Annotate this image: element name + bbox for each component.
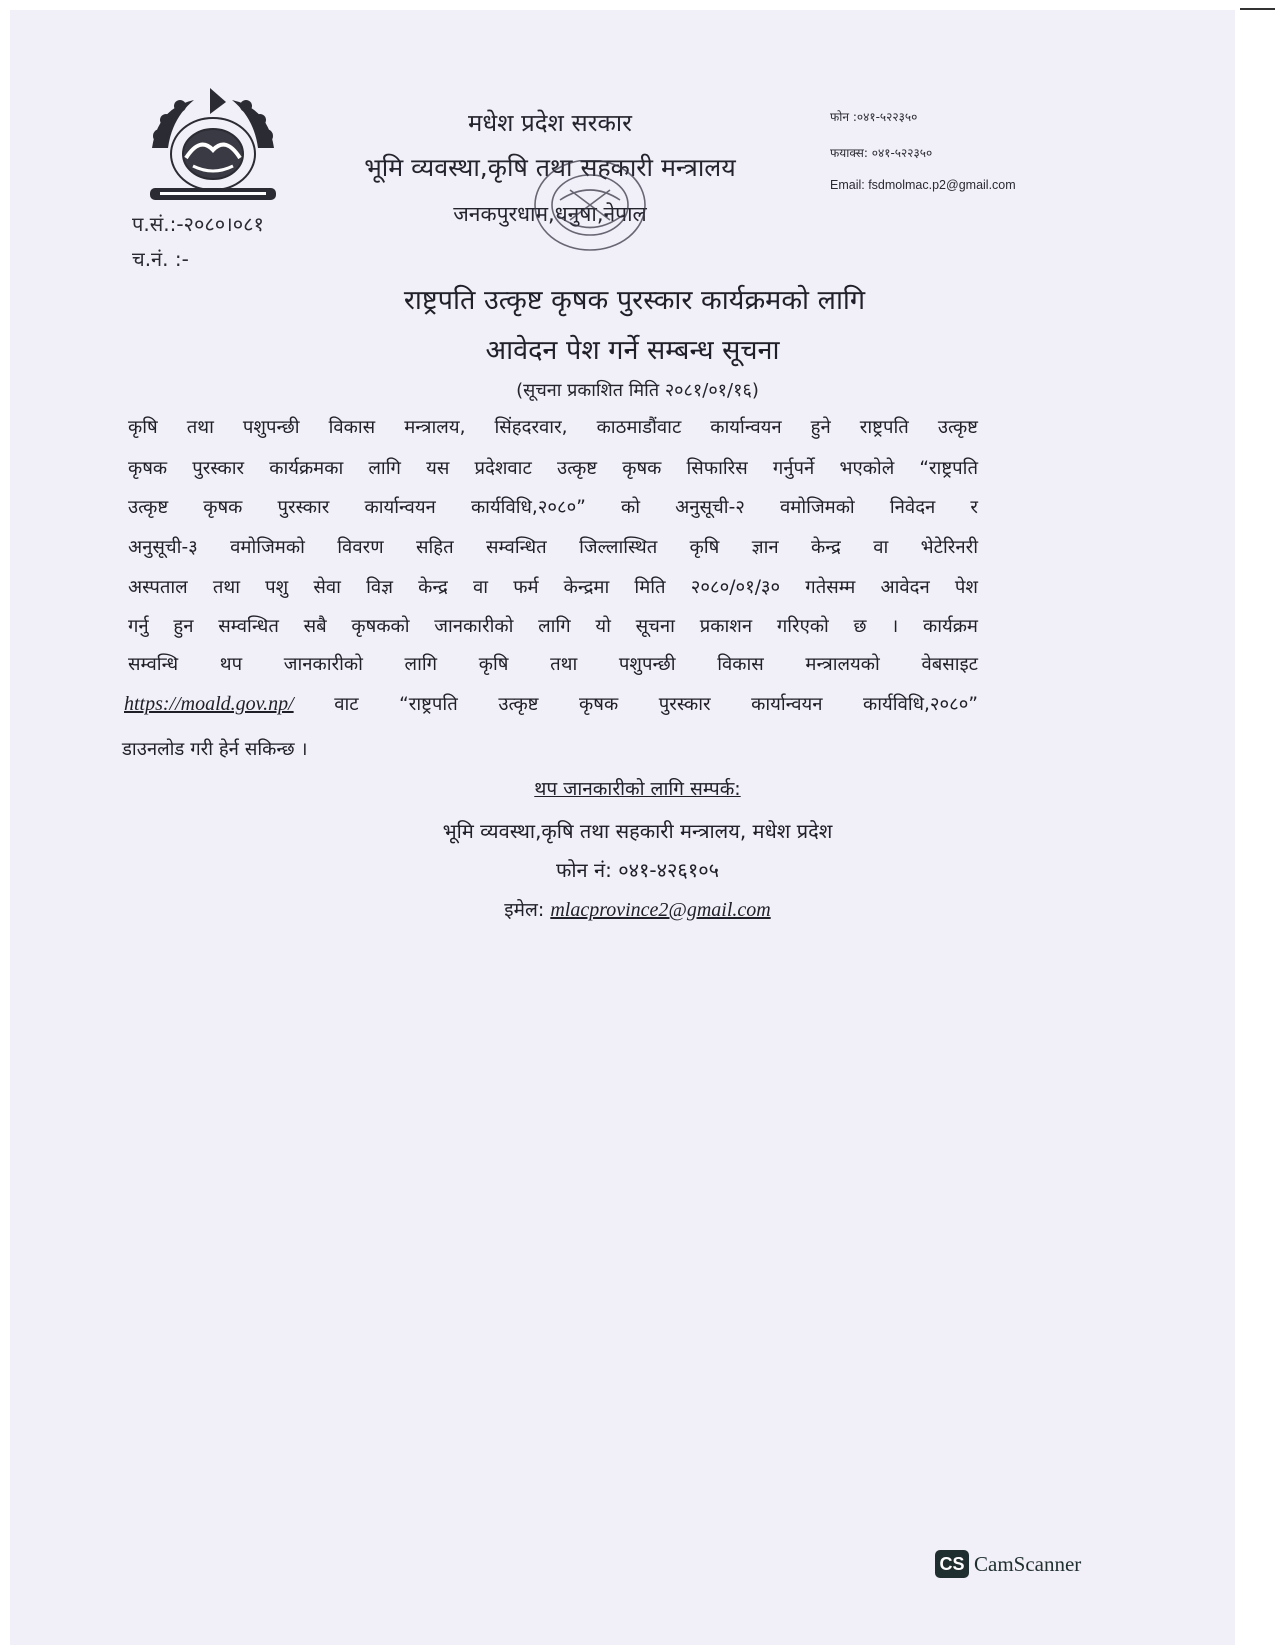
camscanner-logo: CS — [935, 1550, 969, 1578]
body-line: अनुसूची-३ वमोजिमको विवरण सहित सम्वन्धित जिल्लास्थित कृषि ज्ञान केन्द्र वा भेटेरिनरी — [128, 537, 978, 558]
ministry-website-link[interactable]: https://moald.gov.np/ — [124, 693, 294, 715]
body-line: गर्नु हुन सम्वन्धित सबै कृषकको जानकारीको लागि यो सूचना प्रकाशन गरिएको छ । कार्यक्रम — [128, 616, 978, 637]
office-location: जनकपुरधाम,धनुषा,नेपाल — [453, 202, 647, 226]
body-line: कृषि तथा पशुपन्छी विकास मन्त्रालय, सिंहदरवार, काठमाडौंवाट कार्यान्वयन हुने राष्ट्रपति उत्कृष्ट — [128, 417, 978, 438]
notice-title-line1: राष्ट्रपति उत्कृष्ट कृषक पुरस्कार कार्यक्रमको लागि — [403, 285, 866, 316]
scan-edge-mark — [1240, 8, 1275, 10]
body-line: उत्कृष्ट कृषक पुरस्कार कार्यान्वयन कार्यविधि,२०८०” को अनुसूची-२ वमोजिमको निवेदन र — [128, 497, 978, 518]
camscanner-watermark — [935, 1548, 1105, 1580]
body-line-text: वाट “राष्ट्रपति उत्कृष्ट कृषक पुरस्कार कार्यान्वयन कार्यविधि,२०८०” — [334, 694, 978, 715]
notice-published-date: (सूचना प्रकाशित मिति २०८१/०१/१६) — [516, 380, 759, 401]
camscanner-label: CamScanner — [974, 1551, 1082, 1576]
contact-email-link[interactable]: mlacprovince2@gmail.com — [550, 899, 771, 921]
ministry-name: भूमि व्यवस्था,कृषि तथा सहकारी मन्त्रालय — [364, 153, 736, 182]
office-phone: फोन :०४१-५२२३५० — [830, 110, 918, 124]
contact-phone: फोन नं: ०४१-४२६१०५ — [555, 858, 720, 882]
official-stamp-icon — [515, 160, 665, 280]
office-email: Email: fsdmolmac.p2@gmail.com — [830, 178, 1016, 192]
nepal-emblem-icon — [138, 88, 288, 213]
body-line: कृषक पुरस्कार कार्यक्रमका लागि यस प्रदेशवाट उत्कृष्ट कृषक सिफारिस गर्नुपर्ने भएकोले “राष्ट्रपति — [128, 458, 978, 479]
notice-title-line2: आवेदन पेश गर्ने सम्बन्ध सूचना — [485, 335, 780, 366]
government-name: मधेश प्रदेश सरकार — [468, 109, 632, 137]
office-fax: फयाक्स: ०४१-५२२३५० — [830, 146, 933, 160]
contact-office: भूमि व्यवस्था,कृषि तथा सहकारी मन्त्रालय, मधेश प्रदेश — [442, 819, 833, 843]
contact-email-line — [0, 896, 1275, 922]
letter-number: प.सं.:-२०८०।०८१ — [132, 212, 264, 236]
contact-email-label: इमेल: — [504, 899, 545, 921]
contact-heading: थप जानकारीको लागि सम्पर्क: — [534, 778, 741, 800]
dispatch-number: च.नं. :- — [132, 247, 189, 271]
body-line: सम्वन्धि थप जानकारीको लागि कृषि तथा पशुपन्छी विकास मन्त्रालयको वेबसाइट — [128, 654, 978, 675]
body-line: डाउनलोड गरी हेर्न सकिन्छ । — [122, 739, 308, 760]
body-line: अस्पताल तथा पशु सेवा विज्ञ केन्द्र वा फर्म केन्द्रमा मिति २०८०/०१/३० गतेसम्म आवेदन पेश — [128, 577, 978, 598]
body-line-with-link — [124, 691, 978, 716]
